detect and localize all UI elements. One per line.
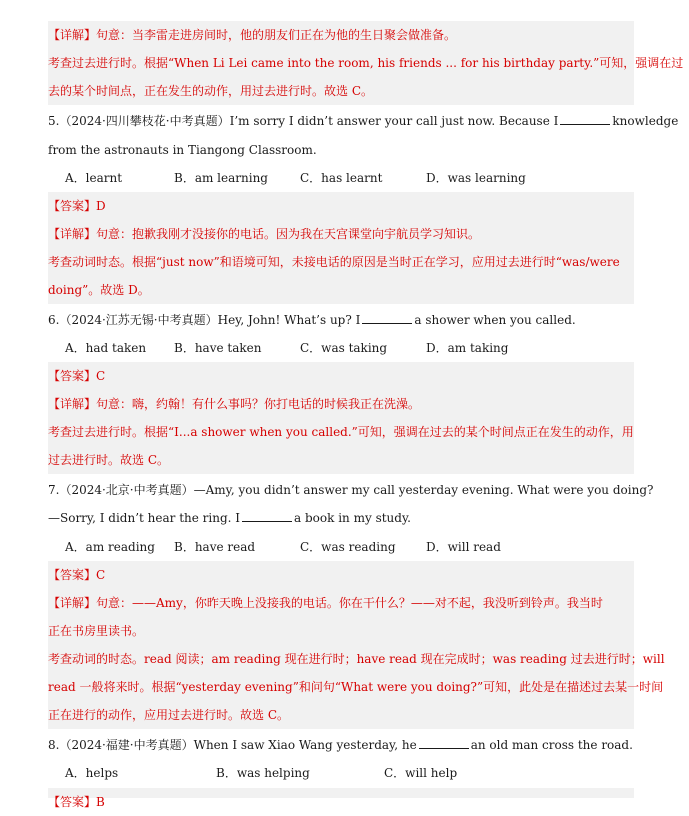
q7-option-c: C．was reading: [300, 540, 396, 554]
q7-detail-line-2: 正在书房里读书。: [48, 617, 634, 645]
q8-option-c: C．will help: [384, 766, 458, 780]
q7-stem-line-2: —Sorry, I didn’t hear the ring. I a book in my study.: [48, 511, 411, 525]
q5-analysis-line-1: 考查动词时态。根据“just now”和语境可知，未接电话的原因是当时正在学习，应用过去进行时“was/were: [48, 248, 634, 276]
q6-option-c: C．was taking: [300, 341, 388, 355]
q6-options: [48, 334, 634, 362]
q6-option-d: D．am taking: [426, 341, 509, 355]
q8-option-a: A．helps: [65, 766, 119, 780]
q5-option-d: D．was learning: [426, 171, 526, 185]
q8-blank: [419, 736, 469, 749]
q5-options: [48, 164, 634, 192]
prev-analysis-line-2: 去的某个时间点，正在发生的动作，用过去进行时。故选 C。: [48, 77, 634, 105]
q6-analysis-line-2: 过去进行时。故选 C。: [48, 446, 634, 474]
q7-answer: 【答案】C: [48, 561, 634, 589]
q8-options: [48, 759, 634, 787]
q5-stem-line-2: from the astronauts in Tiangong Classroom.: [48, 143, 317, 157]
q5-stem-line-1: 5.（2024·四川攀枝花·中考真题）I’m sorry I didn’t answer your call just now. Because I knowledge: [48, 114, 679, 128]
q7-analysis-line-3: 正在进行的动作，应用过去进行时。故选 C。: [48, 701, 634, 729]
q6-detail: 【详解】句意：嗨，约翰！有什么事吗？你打电话的时候我正在洗澡。: [48, 390, 634, 418]
q7-detail-line-1: 【详解】句意：——Amy，你昨天晚上没接我的电话。你在干什么？——对不起，我没听到铃声。我当时: [48, 589, 634, 617]
q7-analysis-line-2: read 一般将来时。根据“yesterday evening”和问句“What were you doing?”可知，此处是在描述过去某一时间: [48, 673, 634, 701]
q8-answer-partial: 【答案】B: [48, 788, 634, 798]
q8-option-b: B．was helping: [216, 766, 310, 780]
q7-option-a: A．am reading: [65, 540, 155, 554]
q6-blank: [362, 311, 412, 324]
q7-option-d: D．will read: [426, 540, 501, 554]
prev-detail: [48, 21, 634, 49]
q5-option-a: A．learnt: [65, 171, 123, 185]
prev-detail-text: 【详解】句意：当李雷走进房间时，他的朋友们正在为他的生日聚会做准备。: [48, 28, 457, 42]
q8-stem: 8.（2024·福建·中考真题）When I saw Xiao Wang yesterday, he an old man cross the road.: [48, 738, 633, 752]
q7-blank: [242, 509, 292, 522]
q6-analysis-line-1: 考查过去进行时。根据“I...a shower when you called.”可知，强调在过去的某个时间点正在发生的动作，用: [48, 418, 634, 446]
q5-blank: [560, 112, 610, 125]
q6-option-a: A．had taken: [65, 341, 147, 355]
q5-detail: 【详解】句意：抱歉我刚才没接你的电话。因为我在天宫课堂向宇航员学习知识。: [48, 220, 634, 248]
q6-stem: 6.（2024·江苏无锡·中考真题）Hey, John! What’s up? I a shower when you called.: [48, 313, 576, 327]
q7-option-b: B．have read: [174, 540, 256, 554]
q6-option-b: B．have taken: [174, 341, 262, 355]
prev-analysis-line-1: 考查过去进行时。根据“When Li Lei came into the room, his friends ... for his birthday party.”可知，强调在过: [48, 49, 634, 77]
q6-answer: 【答案】C: [48, 362, 634, 390]
q5-analysis-line-2: doing”。故选 D。: [48, 276, 634, 304]
q5-option-b: B．am learning: [174, 171, 268, 185]
q7-stem-line-1: 7.（2024·北京·中考真题）—Amy, you didn’t answer my call yesterday evening. What were you doing?: [48, 483, 654, 497]
q7-options: [48, 533, 634, 561]
q5-option-c: C．has learnt: [300, 171, 383, 185]
q5-answer: 【答案】D: [48, 192, 634, 220]
q7-analysis-line-1: 考查动词的时态。read 阅读；am reading 现在进行时；have read 现在完成时；was reading 过去进行时；will: [48, 645, 634, 673]
